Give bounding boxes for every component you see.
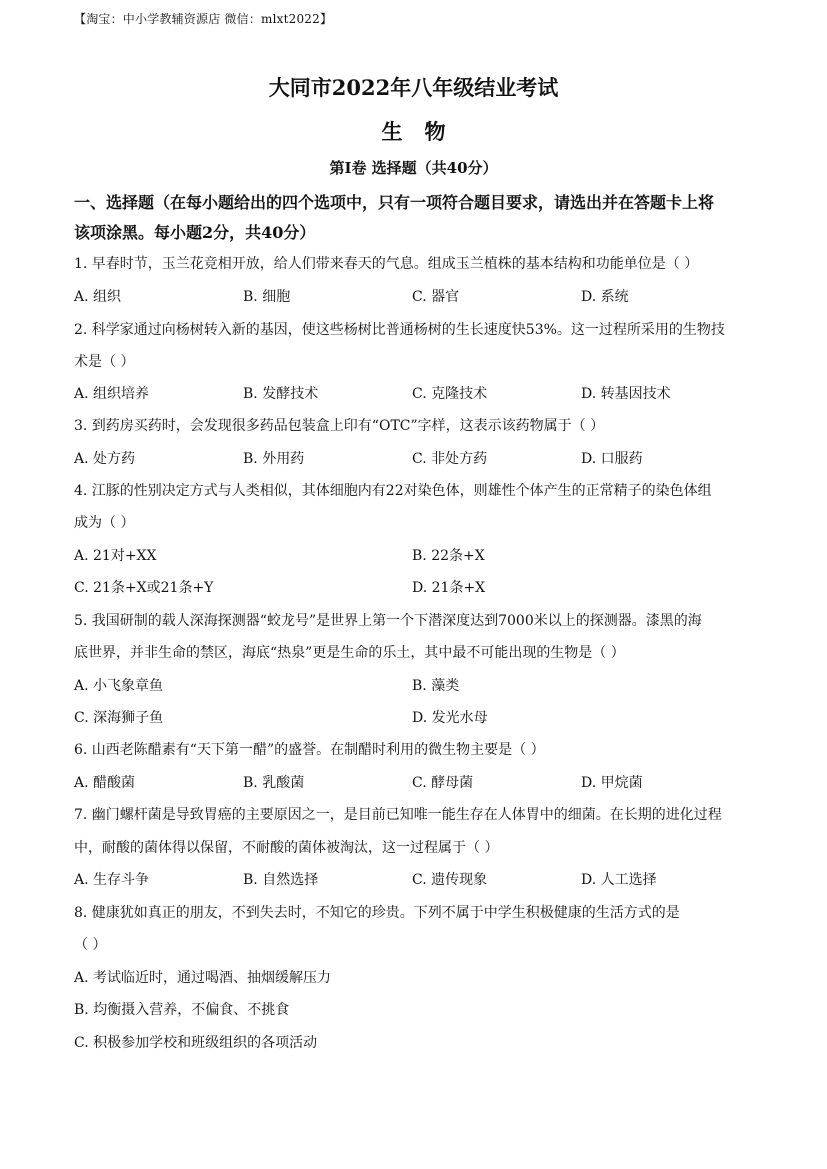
question-6-stem-line-1: 6. 山西老陈醋素有“天下第一醋”的盛誉。在制醋时利用的微生物主要是（ ） xyxy=(74,742,545,758)
question-5-option-a: A. 小飞象章鱼 xyxy=(74,678,164,694)
part-heading-line-1: 一、选择题（在每小题给出的四个选项中，只有一项符合题目要求，请选出并在答题卡上将 xyxy=(74,193,715,212)
question-2-option-b: B. 发酵技术 xyxy=(243,386,319,402)
question-5-option-d: D. 发光水母 xyxy=(412,710,488,726)
question-7-option-c: C. 遗传现象 xyxy=(412,872,488,888)
question-7-option-d: D. 人工选择 xyxy=(581,872,657,888)
header-note: 【淘宝：中小学教辅资源店 微信：mlxt2022】 xyxy=(74,12,333,26)
question-8-stem-line-2: （ ） xyxy=(74,937,107,953)
question-5-stem-line-2: 底世界，并非生命的禁区，海底“热泉”更是生命的乐土，其中最不可能出现的生物是（ ） xyxy=(74,645,625,661)
question-7-option-b: B. 自然选择 xyxy=(243,872,319,888)
question-8-stem-line-1: 8. 健康犹如真正的朋友，不到失去时，不知它的珍贵。下列不属于中学生积极健康的生活方式的是 xyxy=(74,905,680,921)
part-heading-line-2: 该项涂黑。每小题2分，共40分） xyxy=(74,223,316,242)
question-4-stem-line-2: 成为（ ） xyxy=(74,515,135,531)
question-1-stem-line-1: 1. 早春时节，玉兰花竞相开放，给人们带来春天的气息。组成玉兰植株的基本结构和功能单位是（ ） xyxy=(74,256,699,272)
question-7-stem-line-2: 中，耐酸的菌体得以保留，不耐酸的菌体被淘汰，这一过程属于（ ） xyxy=(74,840,499,856)
question-4-option-a: A. 21对+XX xyxy=(74,548,157,564)
question-3-option-b: B. 外用药 xyxy=(243,451,305,467)
question-5-stem-line-1: 5. 我国研制的载人深海探测器“蛟龙号”是世界上第一个下潜深度达到7000米以上的探测器。漆黑的海 xyxy=(74,613,702,629)
question-6-option-a: A. 醋酸菌 xyxy=(74,775,136,791)
question-6-option-b: B. 乳酸菌 xyxy=(243,775,305,791)
question-1-option-c: C. 器官 xyxy=(412,289,460,305)
question-4-stem-line-1: 4. 江豚的性别决定方式与人类相似，其体细胞内有22对染色体，则雄性个体产生的正常精子的染色体组 xyxy=(74,483,712,499)
question-1-option-a: A. 组织 xyxy=(74,289,122,305)
question-2-option-d: D. 转基因技术 xyxy=(581,386,671,402)
question-4-option-d: D. 21条+X xyxy=(412,580,486,596)
question-4-option-c: C. 21条+X或21条+Y xyxy=(74,580,214,596)
question-8-option-b: B. 均衡摄入营养，不偏食、不挑食 xyxy=(74,1002,290,1018)
exam-title: 大同市2022年八年级结业考试 xyxy=(268,75,559,100)
question-5-option-b: B. 藻类 xyxy=(412,678,460,694)
question-2-stem-line-1: 2. 科学家通过向杨树转入新的基因，使这些杨树比普通杨树的生长速度快53%。这一过程所采用的生物技 xyxy=(74,322,725,338)
part-heading xyxy=(74,188,754,248)
question-6-option-d: D. 甲烷菌 xyxy=(581,775,643,791)
question-8-option-c: C. 积极参加学校和班级组织的各项活动 xyxy=(74,1035,318,1051)
question-2-option-a: A. 组织培养 xyxy=(74,386,150,402)
question-7-stem-line-1: 7. 幽门螺杆菌是导致胃癌的主要原因之一，是目前已知唯一能生存在人体胃中的细菌。在长期的进化过程 xyxy=(74,807,722,823)
question-3-option-c: C. 非处方药 xyxy=(412,451,488,467)
question-3-option-d: D. 口服药 xyxy=(581,451,643,467)
question-1-option-b: B. 细胞 xyxy=(243,289,291,305)
question-5-option-c: C. 深海狮子鱼 xyxy=(74,710,164,726)
question-3-option-a: A. 处方药 xyxy=(74,451,136,467)
question-6-option-c: C. 酵母菌 xyxy=(412,775,474,791)
question-2-option-c: C. 克隆技术 xyxy=(412,386,488,402)
section-title: 第Ⅰ卷 选择题（共40分） xyxy=(329,159,498,177)
question-2-stem-line-2: 术是（ ） xyxy=(74,354,135,370)
question-3-stem-line-1: 3. 到药房买药时，会发现很多药品包装盒上印有“OTC”字样，这表示该药物属于（ ） xyxy=(74,418,605,434)
question-1-option-d: D. 系统 xyxy=(581,289,629,305)
question-8-option-a: A. 考试临近时，通过喝酒、抽烟缓解压力 xyxy=(74,970,332,986)
subject-title: 生物 xyxy=(381,119,468,144)
question-7-option-a: A. 生存斗争 xyxy=(74,872,150,888)
question-4-option-b: B. 22条+X xyxy=(412,548,485,564)
